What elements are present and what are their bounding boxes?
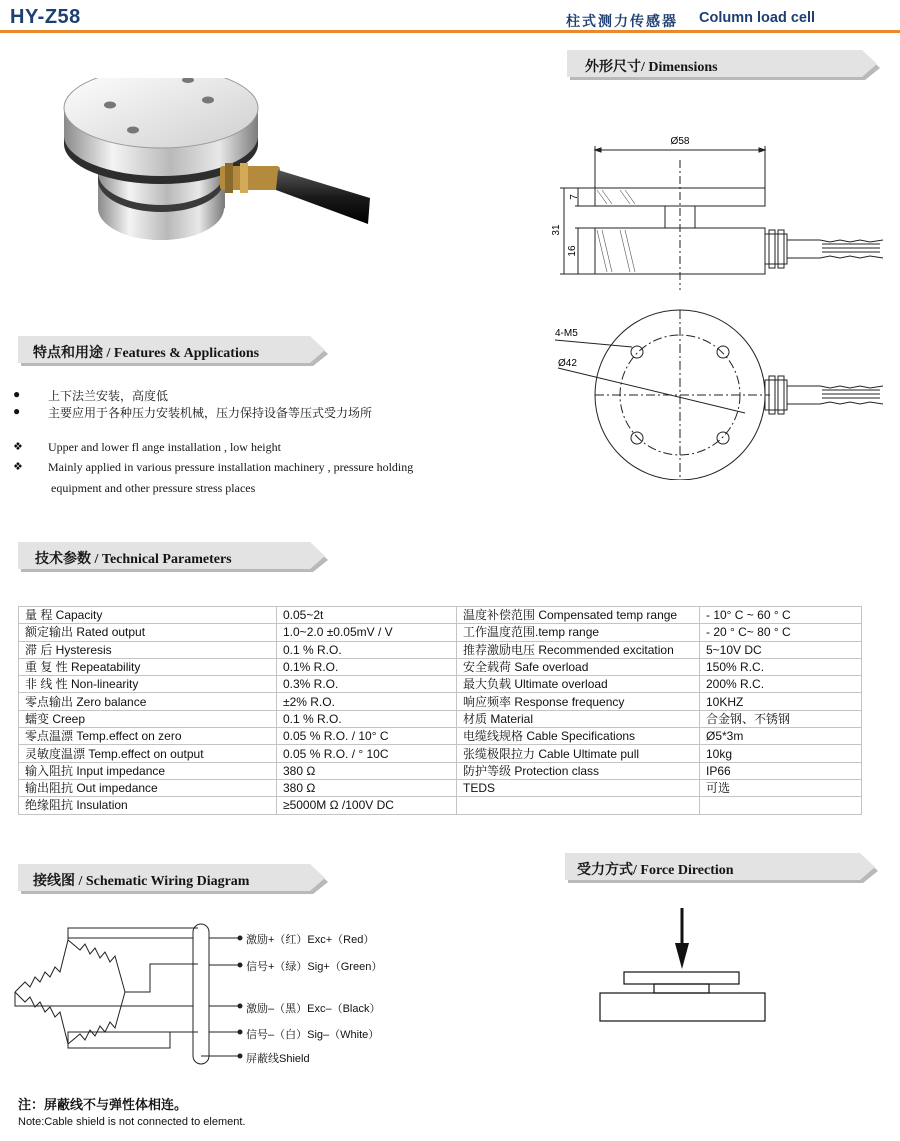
table-cell: 安全载荷 Safe overload bbox=[457, 658, 700, 675]
table-cell: 零点温漂 Temp.effect on zero bbox=[19, 728, 277, 745]
bullet-diamond: ❖ bbox=[13, 461, 23, 473]
table-cell: 滞 后 Hysteresis bbox=[19, 641, 277, 658]
title-chinese: 柱式测力传感器 bbox=[566, 15, 678, 30]
title-english: Column load cell bbox=[699, 10, 816, 26]
technical-banner bbox=[18, 542, 330, 572]
force-direction-drawing bbox=[595, 905, 775, 1025]
table-row bbox=[19, 745, 862, 762]
table-row bbox=[19, 658, 862, 675]
table-cell: 推荐激励电压 Recommended excitation bbox=[457, 641, 700, 658]
features-banner bbox=[18, 336, 330, 366]
table-cell: 额定输出 Rated output bbox=[19, 624, 277, 641]
bullet-dot: ● bbox=[13, 404, 21, 418]
table-cell: 绝缘阻抗 Insulation bbox=[19, 797, 277, 814]
wire-exc-plus: 激励+（红）Exc+（Red） bbox=[246, 934, 375, 946]
table-cell: 380 Ω bbox=[277, 762, 457, 779]
table-cell: 可选 bbox=[700, 779, 862, 796]
table-cell: 10KHZ bbox=[700, 693, 862, 710]
wiring-title: 接线图 / Schematic Wiring Diagram bbox=[33, 874, 250, 889]
parameters-table-body bbox=[19, 607, 862, 815]
wire-sig-minus: 信号–（白）Sig–（White） bbox=[246, 1029, 380, 1041]
dim-outer-diameter: Ø58 bbox=[670, 136, 690, 147]
bullet-dot: ● bbox=[13, 387, 21, 401]
header-divider bbox=[0, 30, 900, 33]
table-row bbox=[19, 762, 862, 779]
table-cell: 张缆极限拉力 Cable Ultimate pull bbox=[457, 745, 700, 762]
dimensions-banner bbox=[567, 50, 882, 80]
table-cell: 0.1 % R.O. bbox=[277, 641, 457, 658]
table-cell: 温度补偿范围 Compensated temp range bbox=[457, 607, 700, 624]
table-cell: ≥5000M Ω /100V DC bbox=[277, 797, 457, 814]
note-chinese: 注：屏蔽线不与弹性体相连。 bbox=[18, 1097, 188, 1112]
table-row bbox=[19, 779, 862, 796]
force-title: 受力方式/ Force Direction bbox=[577, 863, 734, 878]
table-row bbox=[19, 710, 862, 727]
table-cell: 10kg bbox=[700, 745, 862, 762]
feature-zh-2: 主要应用于各种压力安装机械，压力保持设备等压式受力场所 bbox=[48, 406, 373, 420]
table-cell: 380 Ω bbox=[277, 779, 457, 796]
table-row bbox=[19, 693, 862, 710]
table-cell: 0.05~2t bbox=[277, 607, 457, 624]
table-row bbox=[19, 641, 862, 658]
feature-en-2: Mainly applied in various pressure installation machinery , pressure holding bbox=[48, 460, 414, 474]
parameters-table bbox=[18, 606, 862, 815]
table-cell: ±2% R.O. bbox=[277, 693, 457, 710]
dim-bolt-circle: Ø42 bbox=[558, 358, 577, 369]
table-cell: 5~10V DC bbox=[700, 641, 862, 658]
table-row bbox=[19, 797, 862, 814]
table-cell: 0.3% R.O. bbox=[277, 676, 457, 693]
table-cell: 0.05 % R.O. / 10° C bbox=[277, 728, 457, 745]
table-cell: 零点输出 Zero balance bbox=[19, 693, 277, 710]
table-cell: 输出阻抗 Out impedance bbox=[19, 779, 277, 796]
technical-title: 技术参数 / Technical Parameters bbox=[35, 552, 232, 567]
dim-total-height: 31 bbox=[551, 224, 562, 236]
table-cell bbox=[700, 797, 862, 814]
table-row bbox=[19, 676, 862, 693]
wire-shield: 屏蔽线Shield bbox=[246, 1053, 310, 1065]
feature-en-1: Upper and lower fl ange installation , low height bbox=[48, 440, 281, 454]
table-cell: TEDS bbox=[457, 779, 700, 796]
table-cell: Ø5*3m bbox=[700, 728, 862, 745]
wiring-banner bbox=[18, 864, 330, 894]
dim-bottom-height: 16 bbox=[567, 245, 578, 257]
table-cell: 工作温度范围.temp range bbox=[457, 624, 700, 641]
table-cell: - 20 ° C~ 80 ° C bbox=[700, 624, 862, 641]
dim-top-height: 7 bbox=[569, 194, 580, 200]
table-cell: 1.0~2.0 ±0.05mV / V bbox=[277, 624, 457, 641]
note-english: Note:Cable shield is not connected to element. bbox=[18, 1116, 246, 1128]
table-cell: 200% R.C. bbox=[700, 676, 862, 693]
table-cell: 输入阻抗 Input impedance bbox=[19, 762, 277, 779]
dim-holes: 4-M5 bbox=[555, 328, 578, 339]
table-row bbox=[19, 728, 862, 745]
bullet-diamond: ❖ bbox=[13, 441, 23, 453]
feature-en-3: equipment and other pressure stress places bbox=[51, 481, 256, 495]
table-cell: - 10° C ~ 60 ° C bbox=[700, 607, 862, 624]
table-cell: 0.1% R.O. bbox=[277, 658, 457, 675]
wire-sig-plus: 信号+（绿）Sig+（Green） bbox=[246, 961, 383, 973]
table-cell: 最大负载 Ultimate overload bbox=[457, 676, 700, 693]
table-cell: 0.1 % R.O. bbox=[277, 710, 457, 727]
force-arrow-icon bbox=[675, 943, 689, 969]
table-cell: 电缆线规格 Cable Specifications bbox=[457, 728, 700, 745]
table-cell: 防护等级 Protection class bbox=[457, 762, 700, 779]
features-title: 特点和用途 / Features & Applications bbox=[33, 346, 260, 361]
table-row bbox=[19, 624, 862, 641]
table-cell: 灵敏度温漂 Temp.effect on output bbox=[19, 745, 277, 762]
product-photo bbox=[50, 78, 380, 253]
table-cell: 非 线 性 Non-linearity bbox=[19, 676, 277, 693]
dimension-drawing bbox=[540, 130, 890, 480]
table-cell bbox=[457, 797, 700, 814]
model-number: HY-Z58 bbox=[10, 6, 81, 28]
table-cell: 0.05 % R.O. / ° 10C bbox=[277, 745, 457, 762]
table-cell: 重 复 性 Repeatability bbox=[19, 658, 277, 675]
dimensions-title: 外形尺寸/ Dimensions bbox=[585, 60, 718, 75]
wiring-diagram bbox=[10, 920, 250, 1070]
force-banner bbox=[565, 853, 880, 883]
feature-zh-1: 上下法兰安装，高度低 bbox=[48, 389, 169, 403]
table-cell: 量 程 Capacity bbox=[19, 607, 277, 624]
table-cell: 合金钢、不锈钢 bbox=[700, 710, 862, 727]
table-cell: IP66 bbox=[700, 762, 862, 779]
wire-exc-minus: 激励–（黑）Exc–（Black） bbox=[246, 1003, 381, 1015]
table-cell: 材质 Material bbox=[457, 710, 700, 727]
table-cell: 响应频率 Response frequency bbox=[457, 693, 700, 710]
table-row bbox=[19, 607, 862, 624]
table-cell: 蠕变 Creep bbox=[19, 710, 277, 727]
table-cell: 150% R.C. bbox=[700, 658, 862, 675]
